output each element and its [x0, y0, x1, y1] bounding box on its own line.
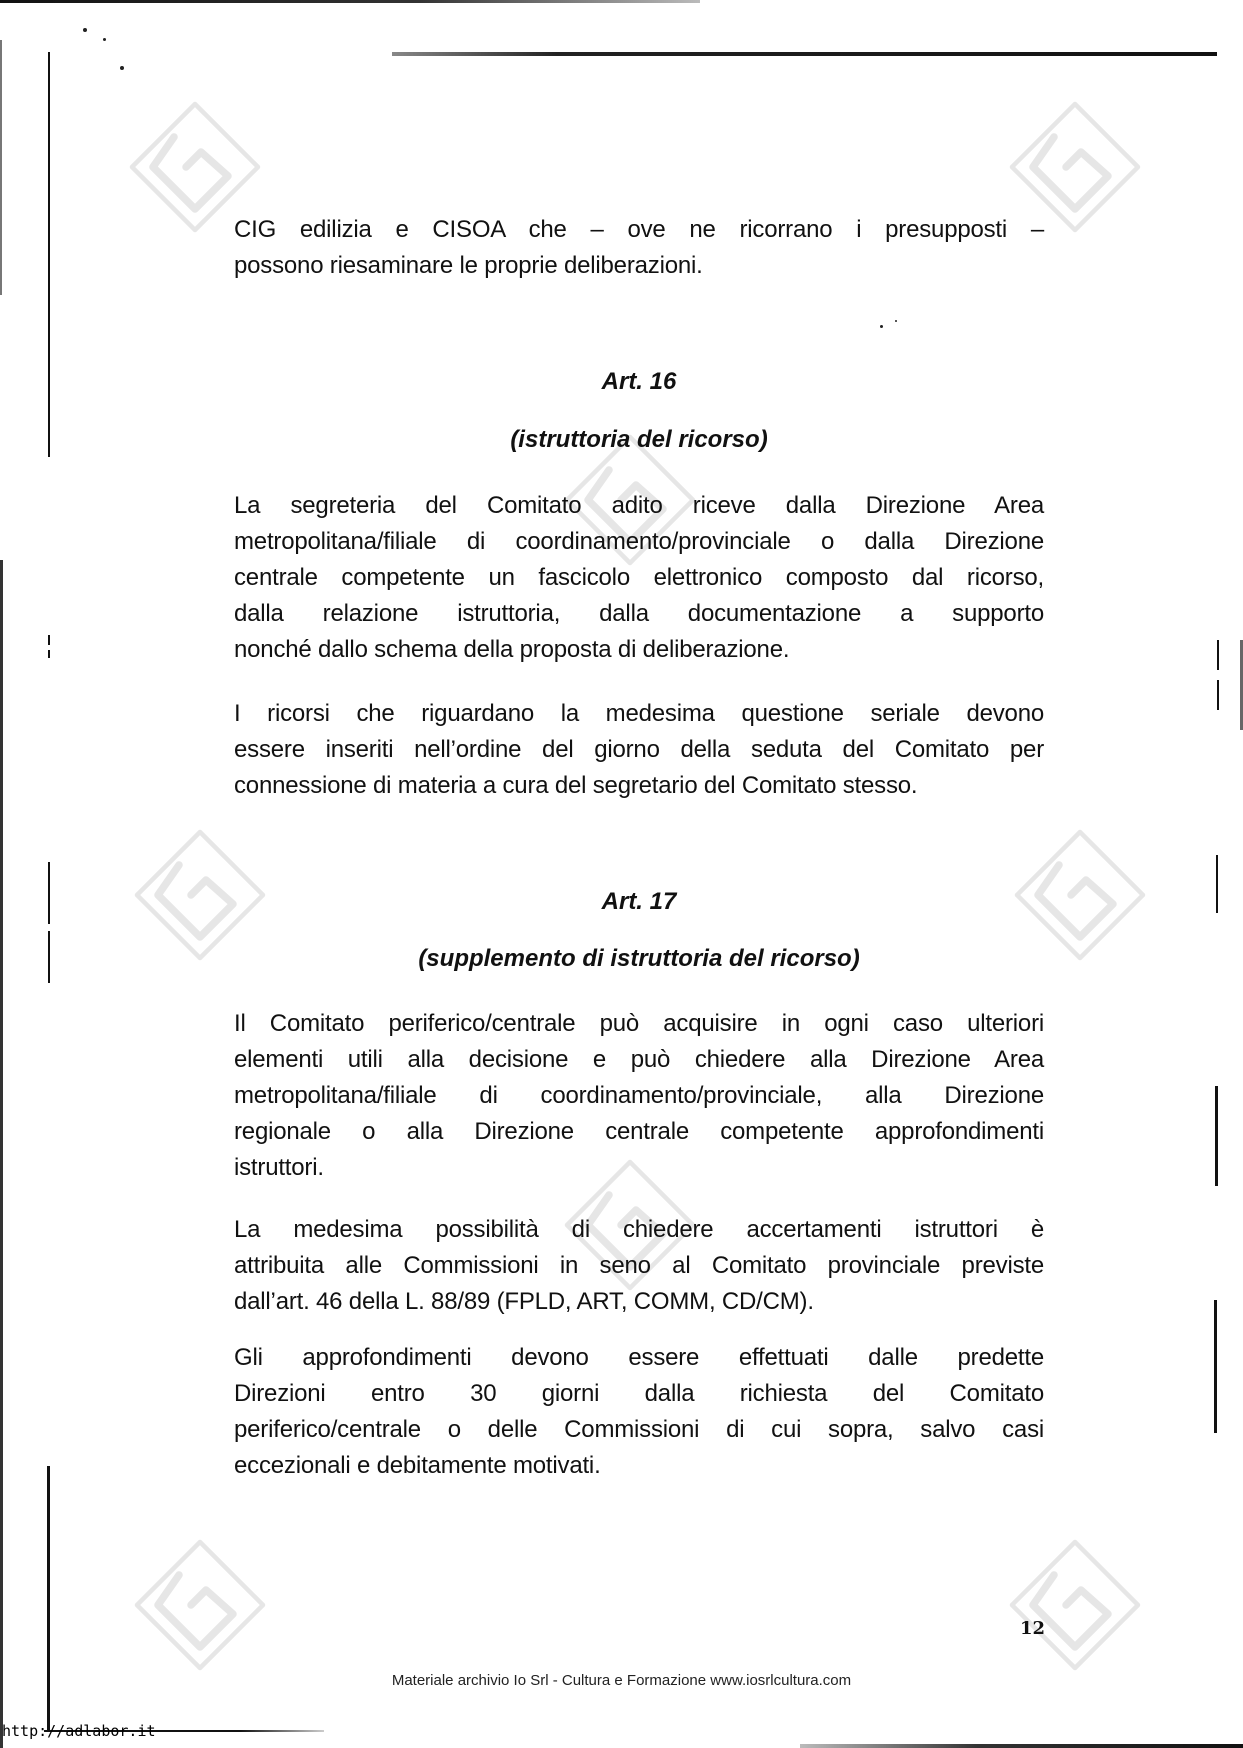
article-paragraph: [234, 1340, 1044, 1484]
article-title: (istruttoria del ricorso): [510, 426, 768, 453]
text-line: nonché dallo schema della proposta di deliberazione.: [234, 636, 790, 663]
article-paragraph: [234, 488, 1044, 668]
scan-speck: [880, 325, 883, 328]
watermark-logo-icon: [125, 1530, 275, 1680]
text-line: periferico/centrale o delle Commissioni di cui sopra, salvo casi: [234, 1416, 1044, 1443]
scan-speck: [83, 28, 87, 32]
text-line: CIG edilizia e CISOA che – ove ne ricorrano i presupposti –: [234, 216, 1044, 243]
margin-rule-left: [48, 52, 50, 457]
text-line: elementi utili alla decisione e può chiedere alla Direzione Area: [234, 1046, 1044, 1073]
text-line: Gli approfondimenti devono essere effettuati dalle predette: [234, 1344, 1044, 1371]
article-title: (supplemento di istruttoria del ricorso): [418, 945, 860, 972]
margin-mark-right: [1217, 640, 1219, 670]
scan-top-edge: [0, 0, 700, 3]
header-rule: [392, 52, 1217, 56]
source-url: http://adlabor.it: [2, 1722, 156, 1740]
text-line: eccezionali e debitamente motivati.: [234, 1452, 601, 1479]
text-line: Direzioni entro 30 giorni dalla richiesta del Comitato: [234, 1380, 1044, 1407]
watermark-logo-icon: [1000, 1530, 1150, 1680]
text-line: Il Comitato periferico/centrale può acquisire in ogni caso ulteriori: [234, 1010, 1044, 1037]
text-line: attribuita alle Commissioni in seno al Comitato provinciale previste: [234, 1252, 1044, 1279]
margin-rule-right: [1215, 1086, 1218, 1186]
text-line: La medesima possibilità di chiedere accertamenti istruttori è: [234, 1216, 1044, 1243]
text-line: I ricorsi che riguardano la medesima questione seriale devono: [234, 700, 1044, 727]
scan-speck: [120, 66, 124, 70]
article-number: Art. 17: [601, 888, 677, 915]
margin-mark: [48, 650, 50, 658]
article-paragraph: [234, 1212, 1044, 1320]
page-number: 12: [1020, 1618, 1046, 1639]
text-line: metropolitana/filiale di coordinamento/provinciale, alla Direzione: [234, 1082, 1044, 1109]
scan-left-edge: [0, 40, 2, 295]
scan-speck: [895, 320, 897, 322]
text-line: dall’art. 46 della L. 88/89 (FPLD, ART, COMM, CD/CM).: [234, 1288, 814, 1315]
scan-left-edge-lower: [0, 560, 3, 1748]
margin-rule-right: [1216, 855, 1218, 913]
text-line: regionale o alla Direzione centrale competente approfondimenti: [234, 1118, 1044, 1145]
text-line: essere inseriti nell’ordine del giorno della seduta del Comitato per: [234, 736, 1044, 763]
text-line: possono riesaminare le proprie deliberazioni.: [234, 252, 703, 279]
scan-speck: [103, 38, 106, 41]
article-paragraph: [234, 696, 1044, 804]
margin-rule-left: [47, 1466, 50, 1730]
margin-rule-right: [1214, 1300, 1217, 1433]
text-line: metropolitana/filiale di coordinamento/provinciale o dalla Direzione: [234, 528, 1044, 555]
text-line: centrale competente un fascicolo elettronico composto dal ricorso,: [234, 564, 1044, 591]
margin-rule-left: [48, 862, 50, 924]
scan-bottom-edge: [800, 1744, 1243, 1748]
margin-rule-left: [48, 931, 50, 983]
footer-text: Materiale archivio Io Srl - Cultura e Formazione www.iosrlcultura.com: [391, 1672, 852, 1689]
text-line: istruttori.: [234, 1154, 324, 1181]
article-paragraph: [234, 1006, 1044, 1186]
margin-mark-right: [1217, 680, 1219, 710]
text-line: connessione di materia a cura del segretario del Comitato stesso.: [234, 772, 918, 799]
margin-mark: [48, 635, 50, 645]
text-line: La segreteria del Comitato adito riceve dalla Direzione Area: [234, 492, 1044, 519]
intro-paragraph: [234, 212, 1044, 284]
article-number: Art. 16: [601, 368, 677, 395]
text-line: dalla relazione istruttoria, dalla documentazione a supporto: [234, 600, 1044, 627]
